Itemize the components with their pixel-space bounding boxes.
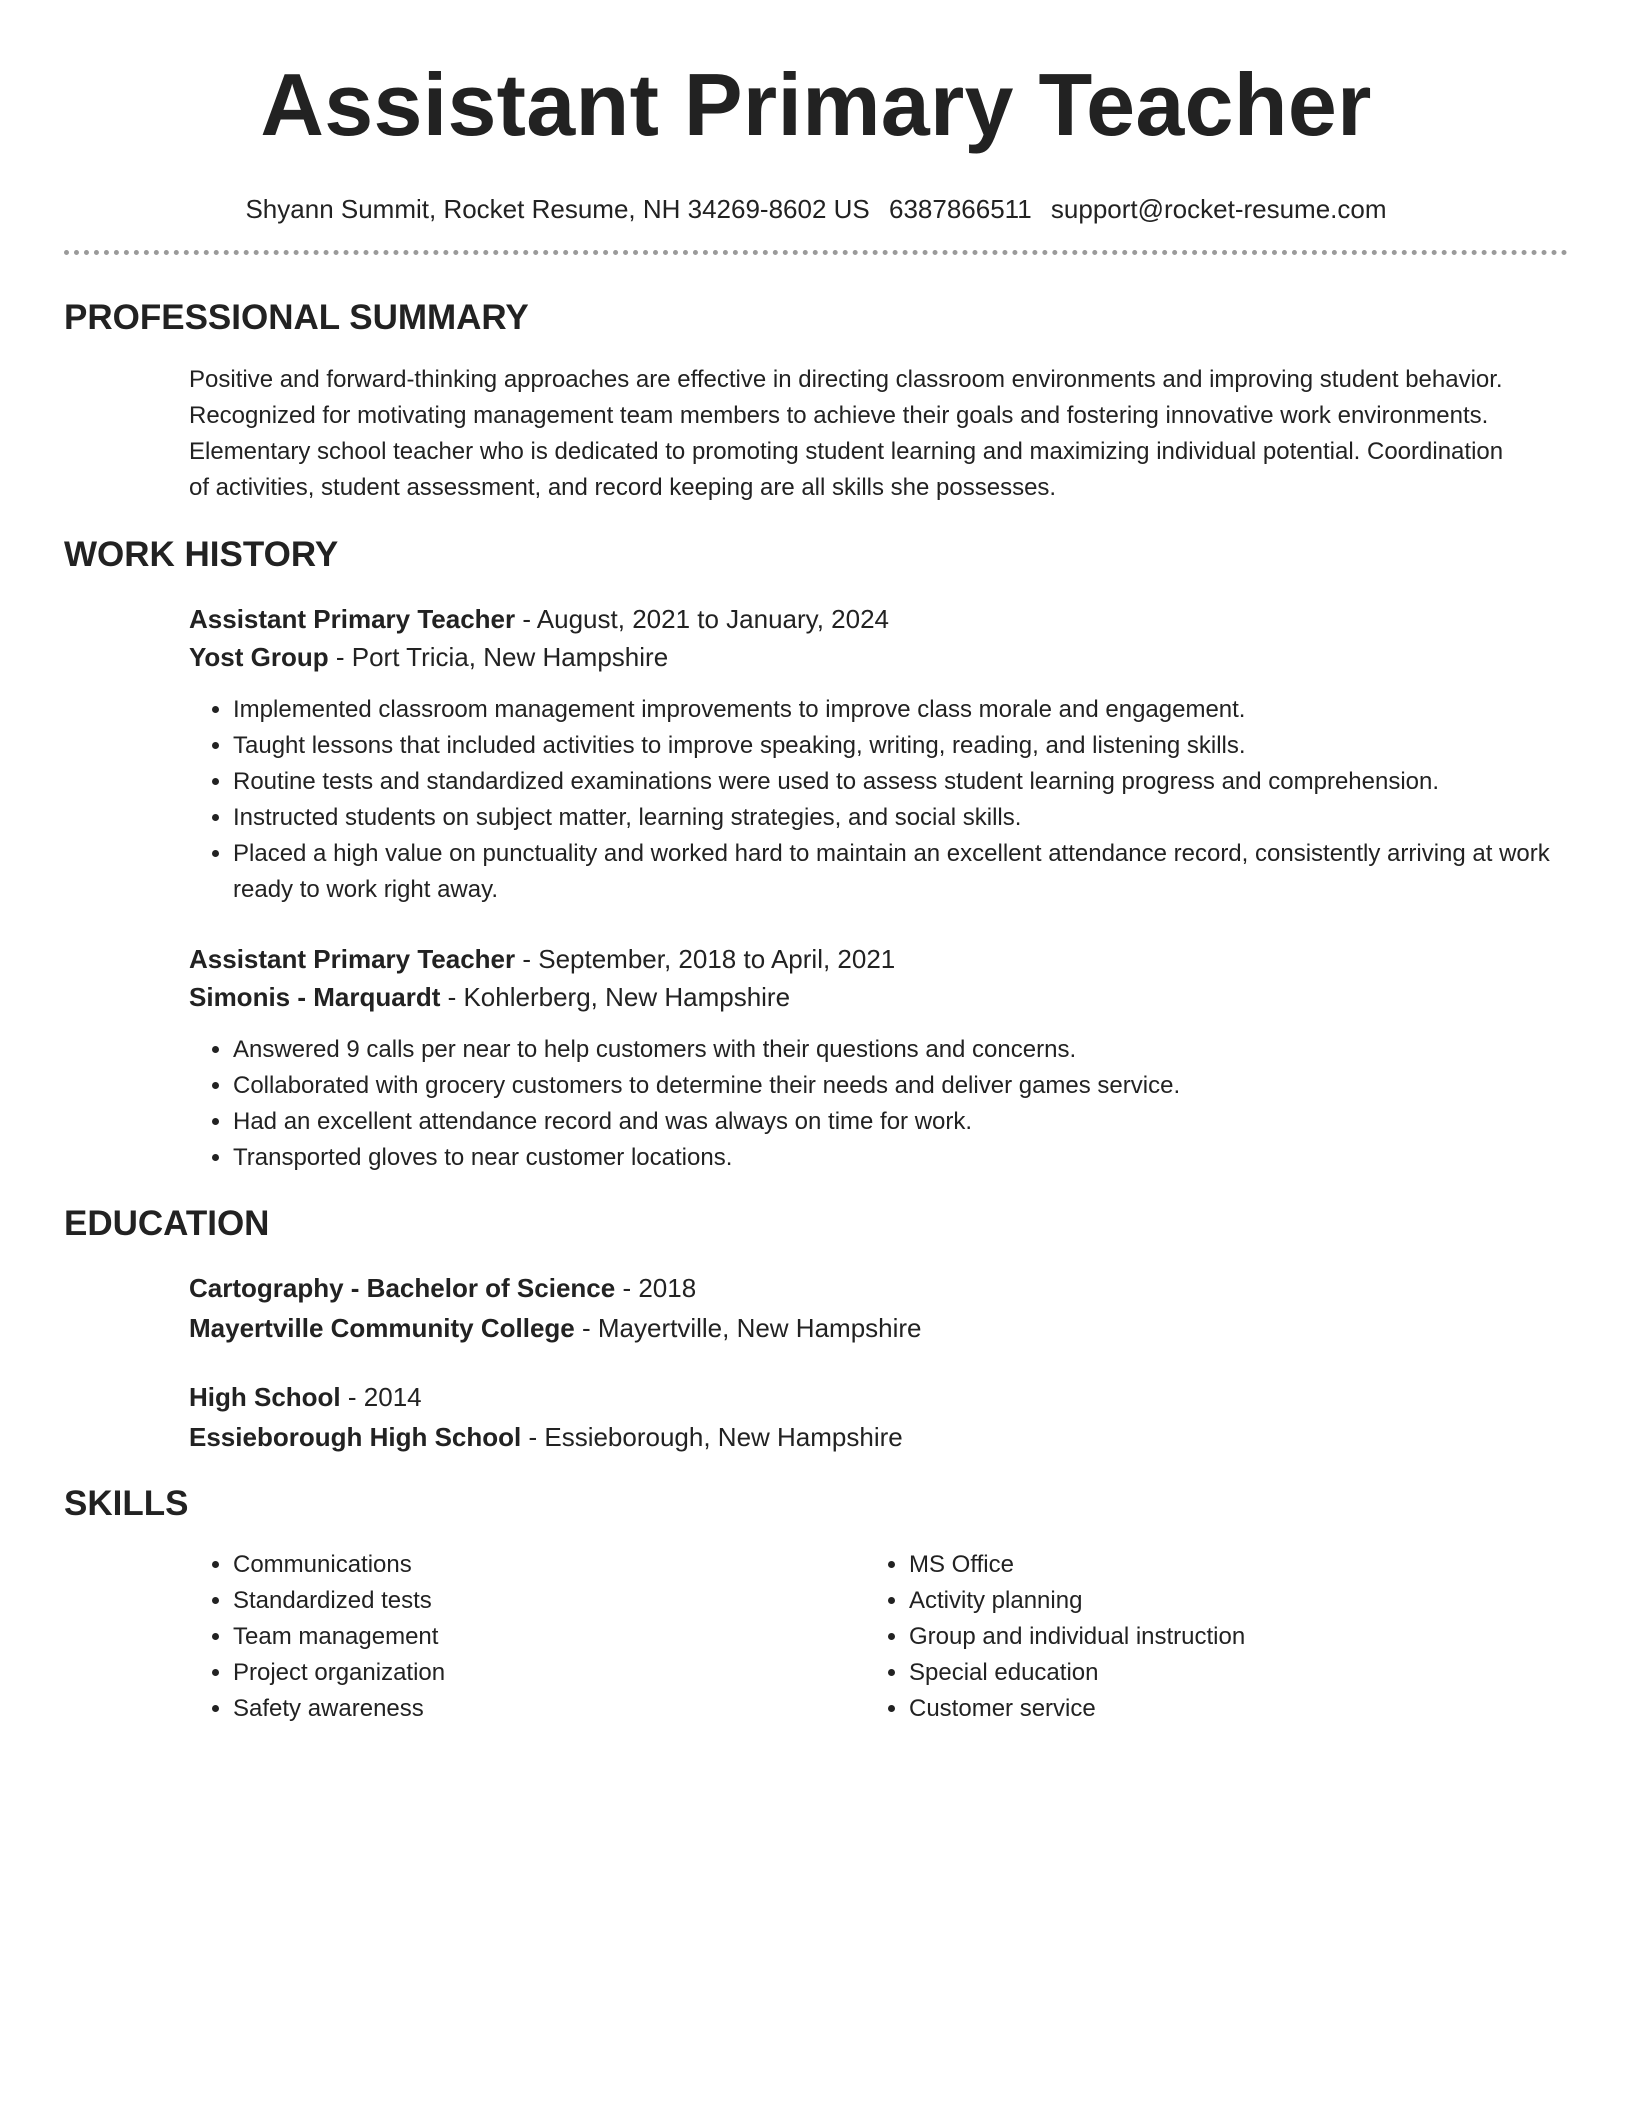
summary-heading: PROFESSIONAL SUMMARY xyxy=(64,298,529,337)
education-degree: High School xyxy=(189,1382,341,1412)
job-bullets xyxy=(189,692,1569,908)
contact-email: support@rocket-resume.com xyxy=(1050,194,1387,224)
skill-item: • Group and individual instruction xyxy=(909,1619,1465,1655)
job-bullet: • Placed a high value on punctuality and worked hard to maintain an excellent attendance record, consistently arriving at work ready to work right away. xyxy=(233,836,1569,908)
education-degree-line xyxy=(189,1377,1569,1417)
job-bullet: • Had an excellent attendance record and was always on time for work. xyxy=(233,1104,1569,1140)
skill-item: • Safety awareness xyxy=(233,1691,789,1727)
summary-text xyxy=(189,362,1569,506)
education-degree-line xyxy=(189,1268,1569,1308)
job-company: Simonis - Marquardt xyxy=(189,982,441,1012)
education-location: - Essieborough, New Hampshire xyxy=(521,1422,903,1452)
job-dates: - September, 2018 to April, 2021 xyxy=(515,944,896,974)
job-location: - Port Tricia, New Hampshire xyxy=(328,642,669,672)
education-year: - 2014 xyxy=(340,1382,422,1412)
contact-line xyxy=(64,192,1568,226)
header-divider xyxy=(64,250,1568,255)
education-school: Mayertville Community College xyxy=(189,1313,575,1343)
skill-item: • Customer service xyxy=(909,1691,1465,1727)
education-entry xyxy=(189,1268,1569,1348)
education-school-line xyxy=(189,1417,1569,1457)
job-role: Assistant Primary Teacher xyxy=(189,604,516,634)
candidate-name: Assistant Primary Teacher xyxy=(260,55,1372,154)
skill-item: • Standardized tests xyxy=(233,1583,789,1619)
job-location: - Kohlerberg, New Hampshire xyxy=(440,982,791,1012)
job-dates: - August, 2021 to January, 2024 xyxy=(515,604,890,634)
job-bullet: • Answered 9 calls per near to help customers with their questions and concerns. xyxy=(233,1032,1569,1068)
skills-list xyxy=(865,1547,1465,1727)
skills-column-left xyxy=(189,1547,789,1727)
skill-item: • Project organization xyxy=(233,1655,789,1691)
education-year: - 2018 xyxy=(615,1273,697,1303)
job-bullet: • Collaborated with grocery customers to determine their needs and deliver games service. xyxy=(233,1068,1569,1104)
skills-list xyxy=(189,1547,789,1727)
skill-item: • Special education xyxy=(909,1655,1465,1691)
skill-item: • Team management xyxy=(233,1619,789,1655)
job-bullets xyxy=(189,1032,1569,1176)
summary-line: Positive and forward-thinking approaches are effective in directing classroom environments and improving student behavior. xyxy=(189,366,1503,393)
work-history-heading: WORK HISTORY xyxy=(64,535,339,574)
job-role: Assistant Primary Teacher xyxy=(189,944,516,974)
skill-item: • Communications xyxy=(233,1547,789,1583)
contact-phone: 6387866511 xyxy=(889,194,1032,224)
job-company-line xyxy=(189,638,1569,676)
job-company-line xyxy=(189,978,1569,1016)
education-heading: EDUCATION xyxy=(64,1204,270,1243)
education-degree: Cartography - Bachelor of Science xyxy=(189,1273,616,1303)
skills-heading: SKILLS xyxy=(64,1484,189,1523)
summary-line: Recognized for motivating management team members to achieve their goals and fostering innovative work environments. xyxy=(189,402,1489,429)
education-location: - Mayertville, New Hampshire xyxy=(574,1313,922,1343)
job-entry xyxy=(189,600,1569,908)
job-bullet: • Taught lessons that included activities to improve speaking, writing, reading, and listening skills. xyxy=(233,728,1569,764)
summary-line: of activities, student assessment, and record keeping are all skills she possesses. xyxy=(189,474,1057,501)
contact-address: Shyann Summit, Rocket Resume, NH 34269-8602 US xyxy=(245,194,870,224)
job-bullet: • Instructed students on subject matter, learning strategies, and social skills. xyxy=(233,800,1569,836)
job-bullet: • Routine tests and standardized examinations were used to assess student learning progress and comprehension. xyxy=(233,764,1569,800)
skills-column-right xyxy=(865,1547,1465,1727)
job-entry xyxy=(189,940,1569,1176)
job-bullet: • Implemented classroom management improvements to improve class morale and engagement. xyxy=(233,692,1569,728)
job-bullet: • Transported gloves to near customer locations. xyxy=(233,1140,1569,1176)
resume-header xyxy=(64,55,1568,226)
summary-line: Elementary school teacher who is dedicated to promoting student learning and maximizing individual potential. Coordination xyxy=(189,438,1504,465)
education-school: Essieborough High School xyxy=(189,1422,522,1452)
job-title-line xyxy=(189,600,1569,638)
skill-item: • Activity planning xyxy=(909,1583,1465,1619)
skill-item: • MS Office xyxy=(909,1547,1465,1583)
job-company: Yost Group xyxy=(189,642,329,672)
job-title-line xyxy=(189,940,1569,978)
education-entry xyxy=(189,1377,1569,1457)
education-school-line xyxy=(189,1308,1569,1348)
